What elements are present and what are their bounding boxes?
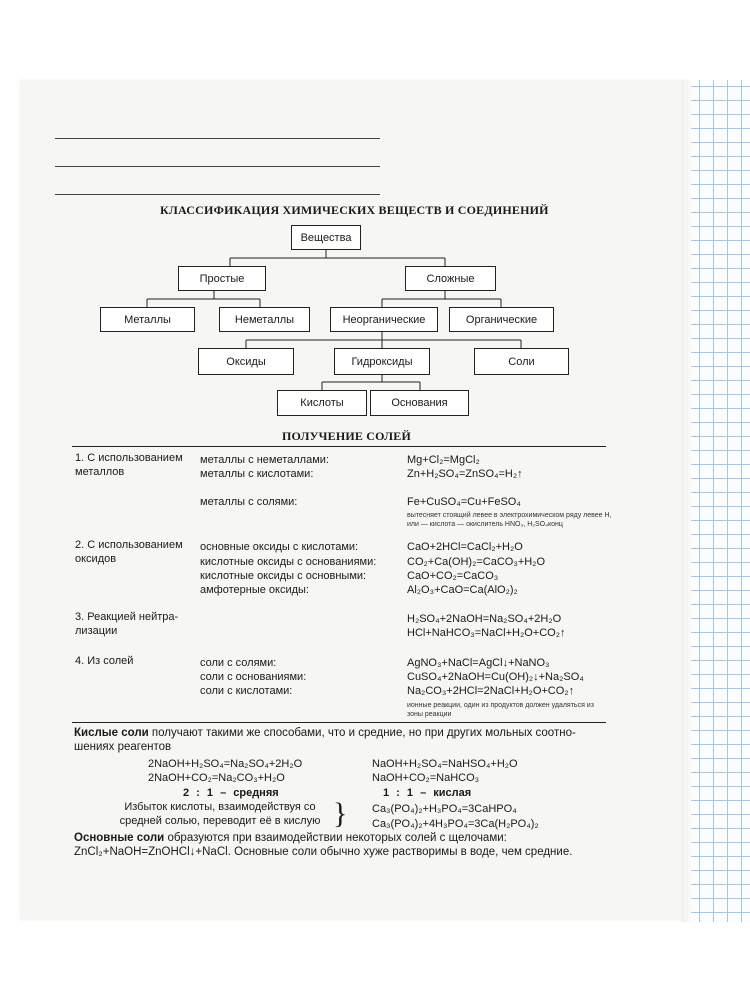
formula: CaO+2HCl=CaCl₂+H₂O — [407, 541, 523, 553]
node-substances: Вещества — [291, 225, 361, 250]
method-4-row: соли с солями: — [200, 657, 277, 669]
acid-salts-text: получают такими же способами, что и средние, но при других мольных соотно-шениях реагентов — [74, 727, 576, 753]
node-oxides: Оксиды — [198, 348, 294, 375]
method-2-row: кислотные оксиды с основными: — [200, 570, 367, 582]
method-1-row: металлы с неметаллами: — [200, 454, 329, 466]
basic-salts-paragraph — [74, 831, 507, 845]
basic-salts-line2: ZnCl₂+NaOH=ZnOHCl↓+NaCl. Основные соли обычно хуже растворимы в воде, чем средние. — [74, 846, 573, 858]
method-2-heading: 2. С использованием оксидов — [75, 539, 183, 565]
node-metals: Металлы — [100, 307, 195, 332]
method-1-note: вытесняет стоящий левее в электрохимическом ряду левее H, или — кислота — окислитель HNO₃, H₂SO₄конц — [407, 512, 612, 528]
excess-acid-text: Избыток кислоты, взаимодействуя со средней солью, переводит её в кислую — [119, 801, 321, 827]
node-organic: Органические — [449, 307, 554, 332]
writing-line — [55, 194, 380, 195]
node-salts: Соли — [474, 348, 569, 375]
classification-title: КЛАССИФИКАЦИЯ ХИМИЧЕСКИХ ВЕЩЕСТВ И СОЕДИНЕНИЙ — [160, 203, 549, 217]
method-1-row: металлы с кислотами: — [200, 468, 314, 480]
formula: Ca₃(PO₄)₂+H₃PO₄=3CaHPO₄ — [372, 803, 517, 815]
formula: NaOH+H₂SO₄=NaHSO₄+H₂O — [372, 758, 518, 770]
salts-title: ПОЛУЧЕНИЕ СОЛЕЙ — [282, 429, 411, 443]
formula: Mg+Cl₂=MgCl₂ — [407, 454, 480, 466]
method-1-heading: 1. С использованием металлов — [75, 452, 183, 478]
method-4-row: соли с кислотами: — [200, 685, 293, 697]
acid-salts-paragraph — [74, 726, 594, 754]
formula: Fe+CuSO₄=Cu+FeSO₄ — [407, 496, 521, 508]
formula: HCl+NaHCO₃=NaCl+H₂O+CO₂↑ — [407, 627, 566, 639]
node-hydroxides: Гидроксиды — [334, 348, 430, 375]
formula: Na₂CO₃+2HCl=2NaCl+H₂O+CO₂↑ — [407, 685, 575, 697]
node-nonmetals: Неметаллы — [219, 307, 310, 332]
method-1-row: металлы с солями: — [200, 496, 298, 508]
formula: NaOH+CO₂=NaHCO₃ — [372, 772, 480, 784]
formula: AgNO₃+NaCl=AgCl↓+NaNO₃ — [407, 657, 550, 669]
node-bases: Основания — [370, 390, 469, 416]
basic-salts-term: Основные соли — [74, 832, 165, 844]
formula: 2NaOH+H₂SO₄=Na₂SO₄+2H₂O — [148, 758, 303, 770]
method-4-note: ионные реакции, один из продуктов должен удаляться из зоны реакции — [407, 702, 594, 718]
formula: CO₂+Ca(OH)₂=CaCO₃+H₂O — [407, 556, 546, 568]
formula: CuSO₄+2NaOH=Cu(OH)₂↓+Na₂SO₄ — [407, 671, 584, 683]
node-simple: Простые — [178, 266, 266, 291]
basic-salts-text: образуются при взаимодействии некоторых солей с щелочами: — [164, 832, 507, 844]
divider-line — [72, 722, 606, 723]
brace: } — [333, 797, 348, 830]
ratio-middle: 2 : 1 – средняя — [183, 787, 279, 799]
acid-salts-term: Кислые соли — [74, 727, 149, 739]
formula: Al₂O₃+CaO=Ca(AlO₂)₂ — [407, 584, 518, 596]
method-4-heading: 4. Из солей — [75, 655, 134, 667]
graph-paper-page — [681, 80, 750, 922]
node-complex: Сложные — [405, 266, 496, 291]
method-2-row: амфотерные оксиды: — [200, 584, 309, 596]
writing-line — [55, 138, 380, 139]
method-2-row: основные оксиды с кислотами: — [200, 541, 359, 553]
method-4-row: соли с основаниями: — [200, 671, 307, 683]
node-inorganic: Неорганические — [330, 307, 438, 332]
formula: 2NaOH+CO₂=Na₂CO₃+H₂O — [148, 772, 285, 784]
formula: Ca₃(PO₄)₂+4H₃PO₄=3Ca(H₂PO₄)₂ — [372, 818, 539, 830]
formula: Zn+H₂SO₄=ZnSO₄=H₂↑ — [407, 468, 523, 480]
page-edge — [681, 80, 691, 922]
ratio-acid: 1 : 1 – кислая — [383, 787, 472, 799]
formula: CaO+CO₂=CaCO₃ — [407, 570, 499, 582]
divider-line — [72, 446, 606, 447]
method-2-row: кислотные оксиды с основаниями: — [200, 556, 377, 568]
formula: H₂SO₄+2NaOH=Na₂SO₄+2H₂O — [407, 613, 562, 625]
writing-line — [55, 166, 380, 167]
method-3-heading: 3. Реакцией нейтра-лизации — [75, 611, 179, 637]
node-acids: Кислоты — [277, 390, 367, 416]
